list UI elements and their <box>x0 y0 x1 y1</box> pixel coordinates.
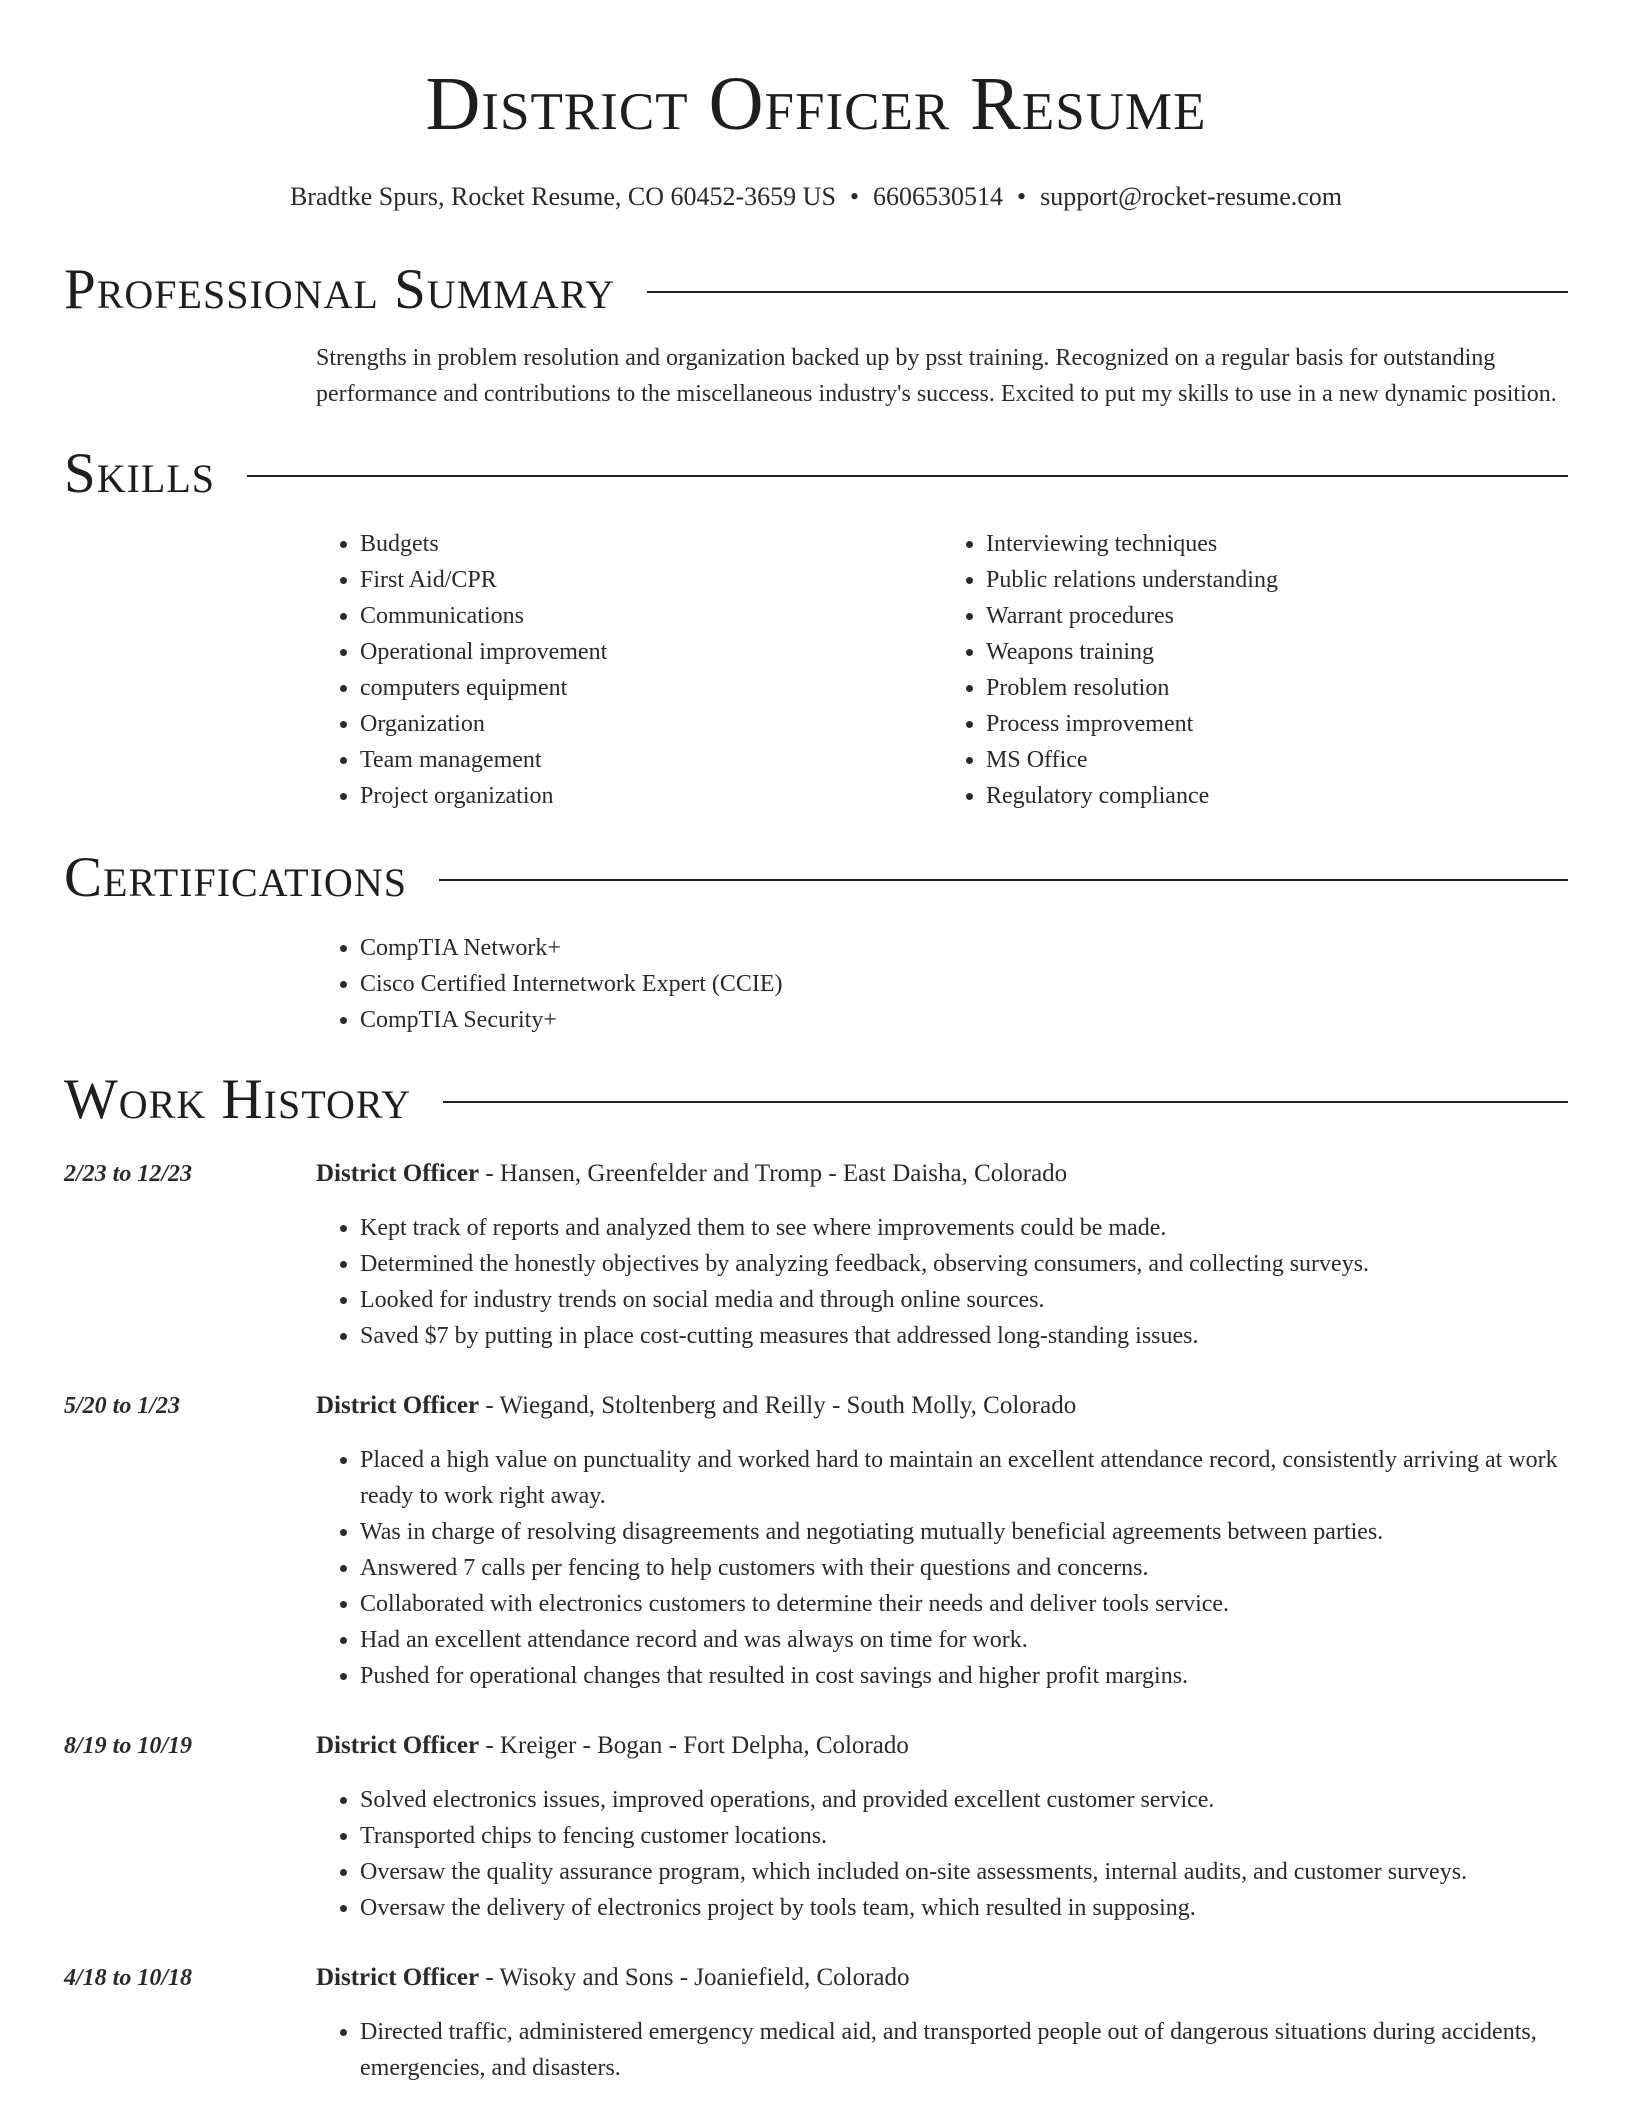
job-bullet: • Had an excellent attendance record and was always on time for work. <box>360 1622 1568 1658</box>
job-entry <box>64 1728 1568 1926</box>
job-entry <box>64 1156 1568 1354</box>
skill-item: • First Aid/CPR <box>360 562 942 598</box>
job-bullet: • Was in charge of resolving disagreements and negotiating mutually beneficial agreements between parties. <box>360 1514 1568 1550</box>
job-heading <box>316 1388 1568 1424</box>
contact-phone: 6606530514 <box>873 182 1004 211</box>
job-bullets <box>316 1210 1568 1354</box>
skill-item: • Regulatory compliance <box>986 778 1568 814</box>
job-bullet: • Oversaw the delivery of electronics project by tools team, which resulted in supposing. <box>360 1890 1568 1926</box>
work-history-section-header <box>64 1068 1568 1132</box>
resume-title: District Officer Resume <box>425 62 1207 146</box>
work-history-heading: Work History <box>64 1068 412 1131</box>
skill-item: • computers equipment <box>360 670 942 706</box>
job-title: District Officer <box>316 1964 480 1991</box>
skills-list <box>316 526 1568 814</box>
certifications-heading: Certifications <box>64 846 407 909</box>
skill-item: • Public relations understanding <box>986 562 1568 598</box>
certifications-list <box>316 930 1568 1038</box>
job-employer: - Wisoky and Sons - Joaniefield, Colorado <box>479 1964 910 1991</box>
certification-item: • Cisco Certified Internetwork Expert (CCIE) <box>360 966 1568 1002</box>
job-title: District Officer <box>316 1160 480 1187</box>
skill-item: • Project organization <box>360 778 942 814</box>
job-bullet: • Answered 7 calls per fencing to help customers with their questions and concerns. <box>360 1550 1568 1586</box>
section-divider <box>443 1101 1568 1103</box>
job-heading <box>316 1960 1568 1996</box>
job-employer: - Hansen, Greenfelder and Tromp - East Daisha, Colorado <box>479 1160 1068 1187</box>
job-bullets <box>316 1782 1568 1926</box>
skills-column-left <box>316 526 942 814</box>
job-bullets <box>316 1442 1568 1694</box>
skill-item: • Warrant procedures <box>986 598 1568 634</box>
summary-text: Strengths in problem resolution and organization backed up by psst training. Recognized on a regular basis for outstanding performance and contributions to the miscellaneous industry's success. Excited to put my skills to use in a new dynamic position. <box>316 345 1557 407</box>
job-bullets <box>316 2014 1568 2086</box>
job-bullet: • Transported chips to fencing customer locations. <box>360 1818 1568 1854</box>
skill-item: • Problem resolution <box>986 670 1568 706</box>
job-dates: 4/18 to 10/18 <box>64 1965 193 1991</box>
job-entry <box>64 1388 1568 1694</box>
skill-item: • Team management <box>360 742 942 778</box>
certification-item: • CompTIA Network+ <box>360 930 1568 966</box>
summary-section-header <box>64 258 1568 322</box>
job-bullet: • Oversaw the quality assurance program, which included on-site assessments, internal audits, and customer surveys. <box>360 1854 1568 1890</box>
job-bullet: • Directed traffic, administered emergency medical aid, and transported people out of dangerous situations during accidents, emergencies, and disasters. <box>360 2014 1568 2086</box>
job-heading <box>316 1728 1568 1764</box>
skill-item: • Organization <box>360 706 942 742</box>
job-entry <box>64 1960 1568 2086</box>
skill-item: • MS Office <box>986 742 1568 778</box>
skills-column-right <box>942 526 1568 814</box>
job-title: District Officer <box>316 1732 480 1759</box>
job-dates: 8/19 to 10/19 <box>64 1733 193 1759</box>
job-bullet: • Determined the honestly objectives by analyzing feedback, observing consumers, and collecting surveys. <box>360 1246 1568 1282</box>
job-dates: 2/23 to 12/23 <box>64 1161 193 1187</box>
job-bullet: • Pushed for operational changes that resulted in cost savings and higher profit margins. <box>360 1658 1568 1694</box>
skill-item: • Weapons training <box>986 634 1568 670</box>
job-bullet: • Collaborated with electronics customers to determine their needs and deliver tools service. <box>360 1586 1568 1622</box>
job-bullet: • Saved $7 by putting in place cost-cutting measures that addressed long-standing issues. <box>360 1318 1568 1354</box>
certifications-section-header <box>64 846 1568 910</box>
skills-heading: Skills <box>64 442 216 505</box>
section-divider <box>647 291 1568 293</box>
section-divider <box>439 879 1568 881</box>
skills-section-header <box>64 442 1568 506</box>
skill-item: • Process improvement <box>986 706 1568 742</box>
job-heading <box>316 1156 1568 1192</box>
job-dates: 5/20 to 1/23 <box>64 1393 181 1419</box>
summary-heading: Professional Summary <box>64 258 616 321</box>
skill-item: • Operational improvement <box>360 634 942 670</box>
work-history-list <box>64 1156 1568 2086</box>
section-divider <box>247 475 1568 477</box>
contact-address: Bradtke Spurs, Rocket Resume, CO 60452-3659 US <box>289 182 836 211</box>
contact-line <box>64 180 1568 214</box>
contact-separator: • <box>1017 182 1027 211</box>
skill-item: • Communications <box>360 598 942 634</box>
job-employer: - Kreiger - Bogan - Fort Delpha, Colorado <box>479 1732 909 1759</box>
job-bullet: • Placed a high value on punctuality and worked hard to maintain an excellent attendance record, consistently arriving at work ready to work right away. <box>360 1442 1568 1514</box>
contact-email: support@rocket-resume.com <box>1040 182 1343 211</box>
skill-item: • Interviewing techniques <box>986 526 1568 562</box>
job-bullet: • Looked for industry trends on social media and through online sources. <box>360 1282 1568 1318</box>
skill-item: • Budgets <box>360 526 942 562</box>
job-employer: - Wiegand, Stoltenberg and Reilly - South Molly, Colorado <box>479 1392 1077 1419</box>
job-title: District Officer <box>316 1392 480 1419</box>
job-bullet: • Solved electronics issues, improved operations, and provided excellent customer service. <box>360 1782 1568 1818</box>
certification-item: • CompTIA Security+ <box>360 1002 1568 1038</box>
job-bullet: • Kept track of reports and analyzed them to see where improvements could be made. <box>360 1210 1568 1246</box>
contact-separator: • <box>849 182 860 211</box>
